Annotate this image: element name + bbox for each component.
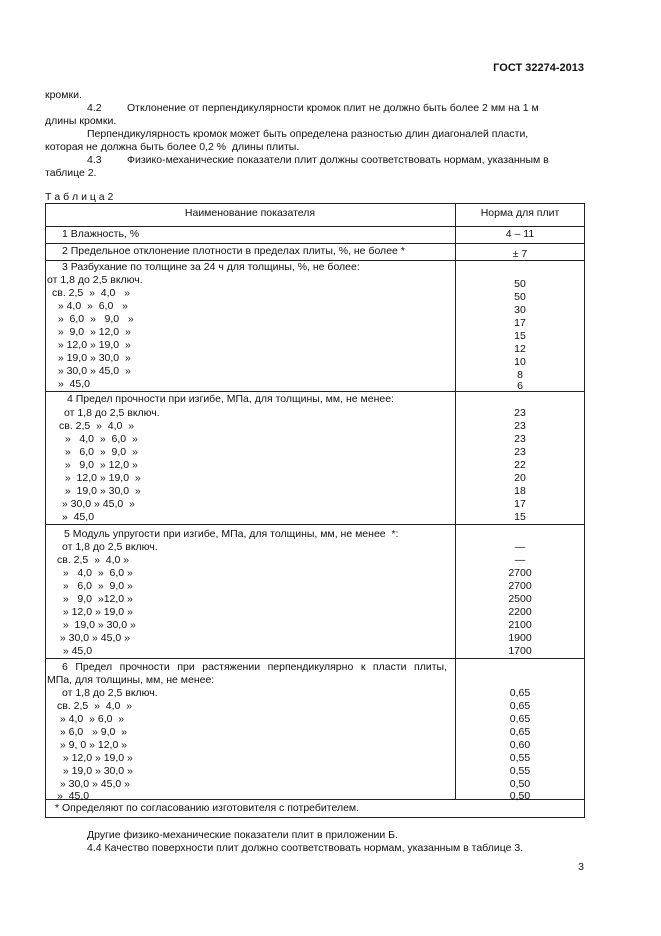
swelling-thickness-label: » 45,0: [52, 378, 90, 390]
text-continuation: кромки.: [45, 89, 82, 101]
bending-thickness-label: » 9,0 » 12,0 »: [59, 459, 138, 471]
modulus-value: 2700: [508, 580, 532, 592]
tensile-value: 0,50: [509, 790, 531, 802]
row-swelling-title: 3 Разбухание по толщине за 24 ч для толщины, %, не более:: [62, 261, 360, 273]
modulus-thickness-label: » 12,0 » 19,0 »: [57, 606, 133, 618]
tensile-thickness-label: » 45,0: [57, 790, 90, 802]
modulus-thickness-label: » 6,0 » 9,0 »: [57, 580, 133, 592]
tensile-value: 0,65: [509, 713, 531, 725]
bending-strength-value: 17: [514, 498, 526, 510]
tensile-thickness-label: » 19,0 » 30,0 »: [57, 765, 133, 777]
tensile-value: 0,50: [509, 778, 531, 790]
table-footnote: * Определяют по согласованию изготовителя с потребителем.: [55, 802, 360, 814]
swelling-value: 15: [514, 330, 526, 342]
swelling-value: 12: [514, 343, 526, 355]
modulus-thickness-label: » 4,0 » 6,0 »: [57, 567, 133, 579]
bending-strength-value: 23: [514, 446, 526, 458]
row-density-value: ± 7: [512, 248, 528, 260]
tensile-value: 0,55: [509, 765, 531, 777]
modulus-thickness-label: » 19,0 » 30,0 »: [57, 619, 136, 631]
modulus-thickness-label: св. 2,5 » 4,0 »: [57, 554, 130, 566]
swelling-value: 8: [517, 369, 523, 381]
clause-4-3-text: Физико-механические показатели плит должны соответствовать нормам, указанным в: [127, 154, 549, 166]
bending-thickness-label: » 6,0 » 9,0 »: [59, 446, 138, 458]
tensile-thickness-label: » 30,0 » 45,0 »: [57, 778, 130, 790]
document-standard-number: ГОСТ 32274-2013: [493, 62, 584, 74]
bending-strength-value: 23: [514, 407, 526, 419]
tensile-value: 0,60: [509, 739, 531, 751]
swelling-value: 6: [517, 380, 523, 392]
tensile-value: 0,65: [509, 726, 531, 738]
tensile-thickness-label: от 1,8 до 2,5 включ.: [62, 687, 158, 699]
modulus-thickness-label: от 1,8 до 2,5 включ.: [62, 541, 158, 553]
bending-thickness-label: » 19,0 » 30,0 »: [59, 485, 141, 497]
swelling-value: 30: [514, 304, 526, 316]
tensile-value: 0,65: [509, 687, 531, 699]
swelling-thickness-label: » 19,0 » 30,0 »: [52, 352, 131, 364]
swelling-value: 50: [514, 278, 526, 290]
modulus-value: 2100: [508, 619, 532, 631]
clause-4-3-text-cont: таблице 2.: [45, 167, 97, 179]
clause-4-2-number: 4.2: [87, 102, 102, 114]
tensile-value: 0,65: [509, 700, 531, 712]
clause-4-4-text: 4.4 Качество поверхности плит должно соответствовать нормам, указанным в таблице 3.: [87, 842, 524, 854]
bending-thickness-label: » 30,0 » 45,0 »: [59, 498, 135, 510]
row-bending-strength-title: 4 Предел прочности при изгибе, МПа, для толщины, мм, не менее:: [67, 393, 394, 405]
page-number: 3: [578, 861, 584, 873]
swelling-value: 17: [514, 317, 526, 329]
bending-strength-value: 23: [514, 420, 526, 432]
row-moisture-value: 4 – 11: [505, 228, 535, 240]
swelling-thickness-label: » 6,0 » 9,0 »: [52, 313, 134, 325]
swelling-thickness-label: св. 2,5 » 4,0 »: [52, 287, 130, 299]
clause-4-2-text-cont: длины кромки.: [45, 115, 117, 127]
bending-strength-value: 15: [514, 511, 526, 523]
row-moisture-label: 1 Влажность, %: [62, 228, 140, 240]
row-tensile-title-cont: МПа, для толщины, мм, не менее:: [47, 674, 215, 686]
swelling-value: 10: [514, 356, 526, 368]
tensile-thickness-label: св. 2,5 » 4,0 »: [57, 700, 133, 712]
swelling-thickness-label: » 9,0 » 12,0 »: [52, 326, 131, 338]
bending-strength-value: 22: [514, 459, 526, 471]
modulus-value: 1900: [508, 632, 532, 644]
bending-strength-value: 20: [514, 472, 526, 484]
properties-table: [45, 203, 585, 818]
modulus-value: 2200: [508, 606, 532, 618]
row-modulus-title: 5 Модуль упругости при изгибе, МПа, для толщины, мм, не менее *:: [64, 528, 399, 540]
modulus-value: 2700: [508, 567, 532, 579]
tensile-thickness-label: » 4,0 » 6,0 »: [57, 713, 125, 725]
swelling-thickness-label: от 1,8 до 2,5 включ.: [47, 274, 143, 286]
appendix-reference-text: Другие физико-механические показатели плит в приложении Б.: [87, 829, 398, 841]
bending-strength-value: 18: [514, 485, 526, 497]
perpendicularity-text-cont: которая не должна быть более 0,2 % длины плиты.: [45, 141, 300, 153]
tensile-thickness-label: » 12,0 » 19,0 »: [57, 752, 133, 764]
swelling-value: 50: [514, 291, 526, 303]
bending-thickness-label: » 45,0: [59, 511, 95, 523]
swelling-thickness-label: » 4,0 » 6,0 »: [52, 300, 128, 312]
tensile-thickness-label: » 9, 0 » 12,0 »: [57, 739, 128, 751]
table-caption: Т а б л и ц а 2: [45, 191, 114, 203]
modulus-thickness-label: » 9,0 »12,0 »: [57, 593, 133, 605]
clause-4-2-text: Отклонение от перпендикулярности кромок плит не должно быть более 2 мм на 1 м: [127, 102, 539, 114]
modulus-thickness-label: » 45,0: [57, 645, 93, 657]
modulus-value: —: [514, 541, 526, 553]
row-density-label: 2 Предельное отклонение плотности в пределах плиты, %, не более *: [62, 245, 405, 257]
bending-thickness-label: » 12,0 » 19,0 »: [59, 472, 141, 484]
tensile-value: 0,55: [509, 752, 531, 764]
tensile-thickness-label: » 6,0 » 9,0 »: [57, 726, 128, 738]
column-header-norm: Норма для плит: [480, 207, 560, 219]
bending-thickness-label: от 1,8 до 2,5 включ.: [64, 407, 160, 419]
swelling-thickness-label: » 12,0 » 19,0 »: [52, 339, 131, 351]
modulus-value: 1700: [508, 645, 532, 657]
modulus-thickness-label: » 30,0 » 45,0 »: [57, 632, 130, 644]
modulus-value: —: [514, 554, 526, 566]
column-header-name: Наименование показателя: [184, 207, 316, 219]
bending-thickness-label: » 4,0 » 6,0 »: [59, 433, 138, 445]
bending-thickness-label: св. 2,5 » 4,0 »: [59, 420, 135, 432]
clause-4-3-number: 4.3: [87, 154, 102, 166]
row-tensile-title: 6 Предел прочности при растяжении перпендикулярно к пласти плиты,: [62, 661, 447, 673]
bending-strength-value: 23: [514, 433, 526, 445]
modulus-value: 2500: [508, 593, 532, 605]
swelling-thickness-label: » 30,0 » 45,0 »: [52, 365, 131, 377]
perpendicularity-text: Перпендикулярность кромок может быть определена разностью длин диагоналей пласти,: [87, 128, 529, 140]
